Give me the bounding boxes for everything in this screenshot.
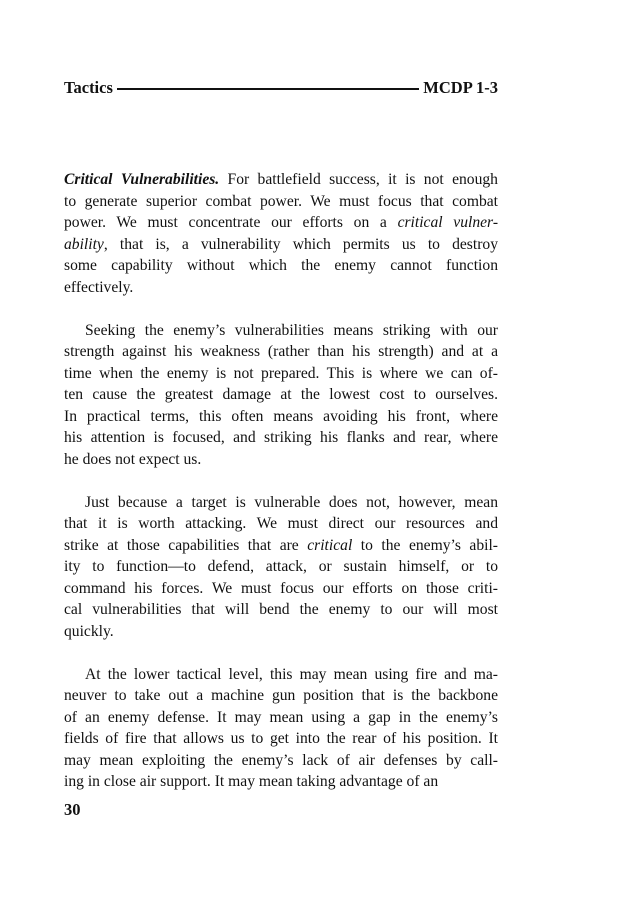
emphasis: critical vulner- [397, 214, 499, 231]
text-run: power. We must concentrate our efforts on a [64, 214, 398, 231]
body-text [64, 169, 498, 793]
text-line [64, 513, 498, 535]
text-line [64, 750, 498, 772]
text-run: ten cause the greatest damage at the lowest cost to ourselves. [64, 386, 498, 403]
text-run: he does not expect us. [64, 450, 202, 468]
text-run: strike at those capabilities that are [64, 536, 308, 554]
text-line [64, 234, 498, 256]
text-line [64, 191, 498, 213]
text-line [64, 277, 498, 299]
text-run: of an enemy defense. It may mean using a gap in the enemy’s [64, 708, 498, 726]
paragraph-gap [64, 298, 498, 320]
header-rule [117, 88, 419, 90]
text-line [64, 406, 498, 428]
page-number: 30 [64, 800, 81, 819]
text-line [64, 449, 498, 471]
text-run: effectively. [64, 278, 134, 296]
text-run: may mean exploiting the enemy’s lack of air defenses by call- [64, 751, 498, 769]
text-line [64, 427, 498, 449]
text-line [64, 169, 498, 191]
text-run: Seeking the enemy’s vulnerabilities means striking with our [85, 321, 498, 339]
text-run: to generate superior combat power. We must focus that combat [64, 192, 498, 210]
text-line [64, 599, 498, 621]
text-line [64, 492, 498, 514]
paragraph [64, 169, 498, 298]
text-line [64, 664, 498, 686]
emphasis: ability [64, 235, 104, 253]
text-run: his attention is focused, and striking his flanks and rear, where [64, 429, 498, 446]
header-publication-id: MCDP 1-3 [423, 78, 498, 97]
text-line [64, 685, 498, 707]
text-run: At the lower tactical level, this may mean using fire and ma- [85, 665, 498, 683]
text-run: ing in close air support. It may mean taking advantage of an [64, 773, 439, 790]
text-line [64, 728, 498, 750]
text-run: For battlefield success, it is not enough [219, 171, 498, 188]
text-run: that it is worth attacking. We must direct our resources and [64, 515, 498, 532]
text-run: Just because a target is vulnerable does not, however, mean [85, 493, 498, 511]
emphasis: critical [307, 536, 353, 554]
text-line [64, 320, 498, 342]
text-run: fields of fire that allows us to get into the rear of his position. It [64, 730, 498, 747]
text-run: time when the enemy is not prepared. This is where we can of- [64, 364, 498, 382]
text-line [64, 212, 498, 234]
text-line [64, 771, 498, 793]
text-line [64, 535, 498, 557]
text-run: command his forces. We must focus our efforts on those criti- [64, 579, 498, 597]
text-run: ity to function—to defend, attack, or sustain himself, or to [64, 558, 498, 575]
text-line [64, 384, 498, 406]
running-header [64, 77, 498, 99]
text-line [64, 556, 498, 578]
paragraph [64, 664, 498, 793]
text-run: cal vulnerabilities that will bend the enemy to our will most [64, 601, 498, 618]
text-line [64, 255, 498, 277]
text-run: In practical terms, this often means avoiding his front, where [64, 407, 498, 425]
paragraph-gap [64, 642, 498, 664]
text-line [64, 707, 498, 729]
text-run: neuver to take out a machine gun position that is the backbone [64, 687, 498, 704]
header-section-title: Tactics [64, 78, 113, 97]
paragraph-gap [64, 470, 498, 492]
text-line [64, 363, 498, 385]
text-line [64, 341, 498, 363]
paragraph [64, 320, 498, 471]
text-run: , that is, a vulnerability which permits us to destroy [103, 235, 498, 253]
text-run: strength against his weakness (rather than his strength) and at a [64, 343, 498, 360]
run-in-heading: Critical Vulnerabilities. [64, 171, 220, 188]
text-line [64, 578, 498, 600]
text-run: quickly. [64, 622, 114, 640]
text-line [64, 621, 498, 643]
paragraph [64, 492, 498, 643]
text-run: some capability without which the enemy cannot function [64, 257, 498, 274]
text-run: to the enemy’s abil- [352, 536, 498, 554]
